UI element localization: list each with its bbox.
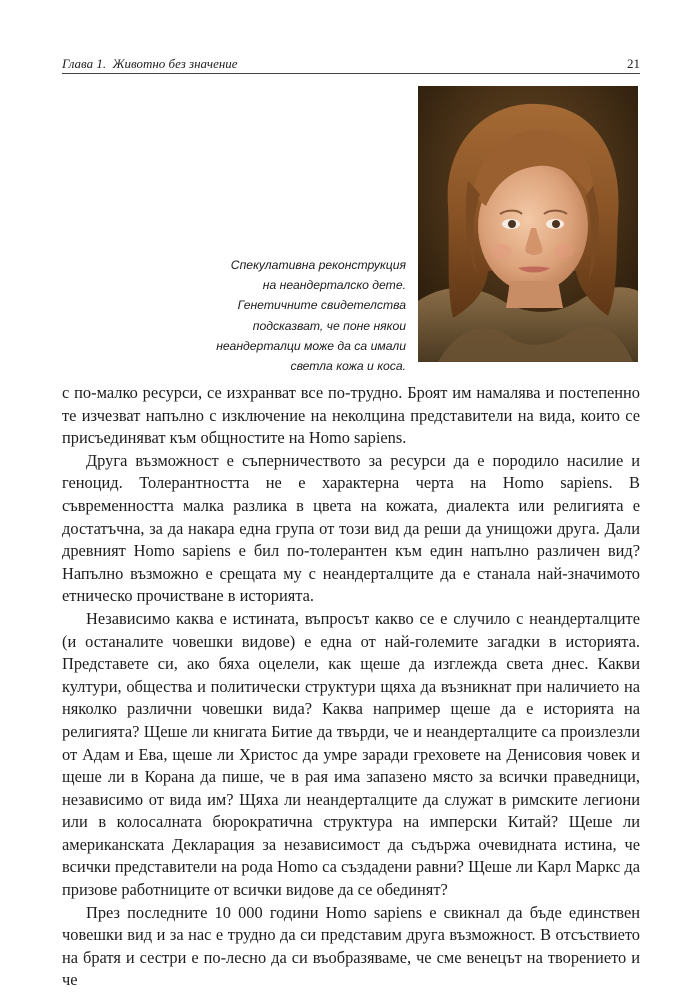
caption-line: Спекулативна реконструкция xyxy=(230,258,406,272)
figure-caption xyxy=(200,255,406,376)
body-text xyxy=(62,382,640,992)
chapter-label: Глава 1. xyxy=(62,56,107,71)
caption-line: светла кожа и коса. xyxy=(290,359,406,374)
paragraph: с по-малко ресурси, се изхранват все по-трудно. Броят им намалява и постепенно те изчезват напълно с изключение на неколцина представители на вида, които се присъединяват към общностите на Homo sapiens. xyxy=(62,383,640,448)
page-number: 21 xyxy=(627,56,640,71)
header-rule xyxy=(62,73,640,74)
running-header xyxy=(62,50,640,72)
neanderthal-child-photo xyxy=(418,86,638,362)
caption-line: подсказват, че поне някои xyxy=(252,318,406,333)
chapter-title: Животно без значение xyxy=(112,56,238,71)
running-header-chapter xyxy=(62,56,238,72)
caption-line: на неандерталско дете. xyxy=(262,278,406,293)
paragraph: Независимо каква е истината, въпросът какво се е случило с неандерталците (и останалите човешки видове) е една от най-големите загадки в историята. Представете си, ако бяха оцелели, как щеше да изглежда света днес. Какви култури, общества и политически структури щяха да възникнат при наличието на няколко различни човешки вида? Каква например щеше да е историята на религията? Щеше ли книгата Битие да твърди, че и неандерталците са произлезли от Адам и Ева, щеше ли Христос да умре заради греховете на Денисовия човек и щеше ли в Корана да пише, че в рая има запазено място за всички праведници, независимо от вида им? Щяха ли неандерталците да служат в римските легиони или в колосалната бюрократична структура на имперски Китай? Щеше ли американската Декларация за независимост да съдържа очевидната истина, че всички представители на рода Homo са създадени равни? Щеше ли Карл Маркс да призове работниците от всички видове да се обединят? xyxy=(62,608,640,900)
photo-illustration xyxy=(418,86,638,362)
paragraph: Друга възможност е съперничеството за ресурси да е породило насилие и геноцид. Толерантността не е характерна черта на Homo sapiens. В съвременността малка разлика в цвета на кожата, диалекта или религията е достатъчна, за да накара една група от този вид да реши да унищожи друга. Дали древният Homo sapiens е бил по-толерантен към един напълно различен вид? Напълно възможно е срещата му с неандерталците да е станала най-значимото етническо прочистване в историята. xyxy=(62,450,640,606)
caption-line: Генетичните свидетелства xyxy=(237,298,406,313)
paragraph: През последните 10 000 години Homo sapiens е свикнал да бъде единствен човешки вид и за нас е трудно да си представим друга възможност. В отсъствието на братя и сестри е по-лесно да си въобразяваме, че сме венецът на творението и че xyxy=(62,902,640,990)
caption-line: неандерталци може да са имали xyxy=(216,338,406,353)
